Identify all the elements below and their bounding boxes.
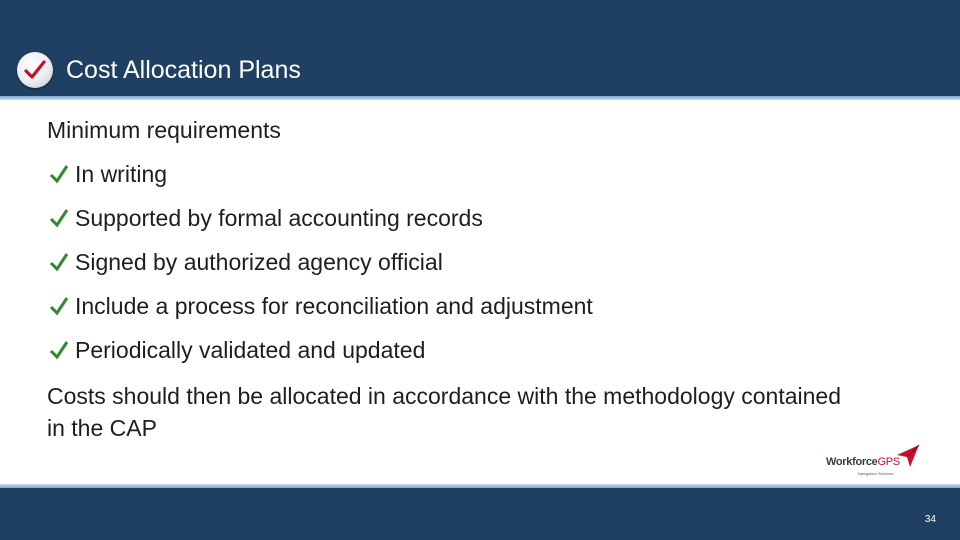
requirement-text: Supported by formal accounting records (75, 205, 483, 231)
requirement-text: Include a process for reconciliation and adjustment (75, 293, 593, 319)
intro-text: Minimum requirements (47, 117, 281, 143)
header-divider (0, 96, 960, 100)
requirement-item (47, 204, 847, 232)
paper-plane-icon (896, 444, 920, 468)
requirement-item (47, 160, 847, 188)
check-icon (47, 294, 71, 318)
requirement-item (47, 248, 847, 276)
logo-brand-main: Workforce (826, 456, 878, 468)
check-icon (47, 206, 71, 230)
requirement-text: Signed by authorized agency official (75, 249, 443, 275)
slide-content (47, 116, 847, 444)
page-number: 34 (924, 514, 936, 525)
check-icon (47, 250, 71, 274)
requirements-list (47, 160, 847, 364)
logo-brand-accent: GPS (877, 456, 900, 468)
slide-title: Cost Allocation Plans (66, 56, 301, 84)
requirement-item (47, 336, 847, 364)
logo-tagline: Navigation Services (858, 471, 894, 476)
checkmark-badge-icon (17, 52, 53, 88)
requirement-item (47, 292, 847, 320)
logo-wordmark (826, 456, 900, 468)
requirement-text: In writing (75, 161, 168, 187)
conclusion-text: Costs should then be allocated in accordance with the methodology contained in the CAP (47, 383, 842, 441)
footer-bar (0, 488, 960, 540)
check-icon (47, 338, 71, 362)
check-icon (47, 162, 71, 186)
requirement-text: Periodically validated and updated (75, 337, 426, 363)
workforcegps-logo (824, 444, 920, 480)
